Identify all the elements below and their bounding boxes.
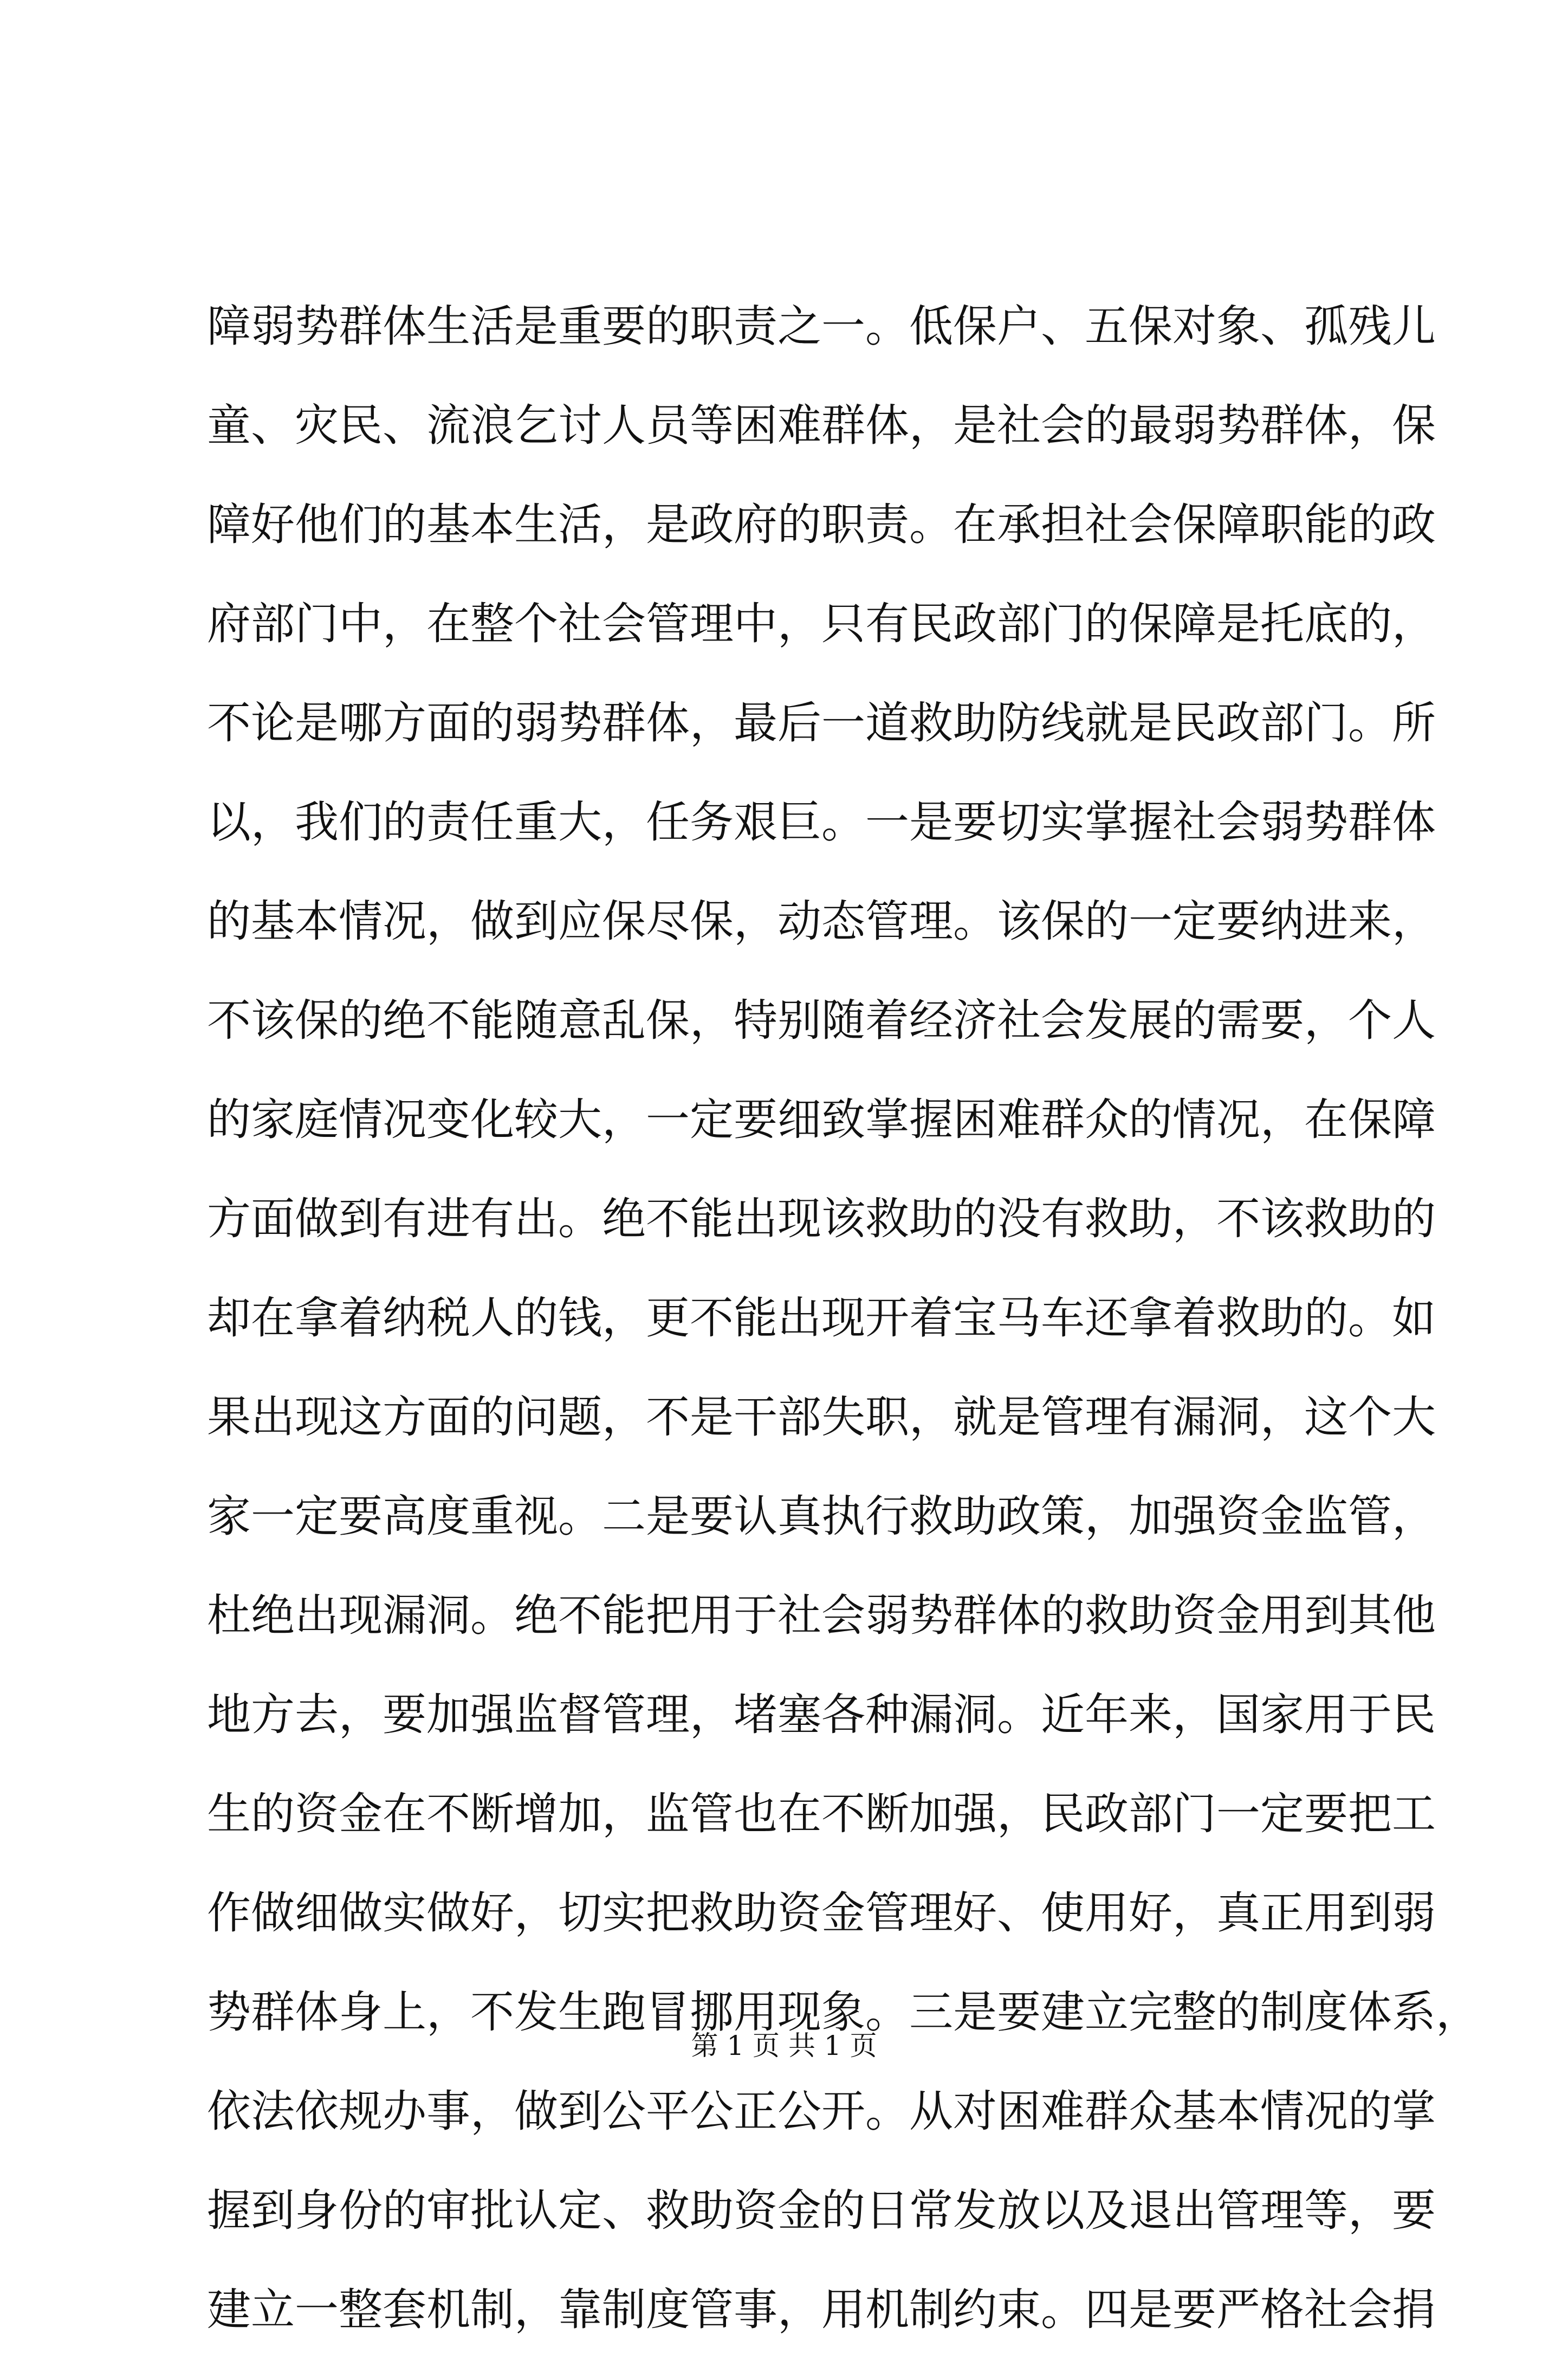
text-line: 的基本情况，做到应保尽保，动态管理。该保的一定要纳进来， xyxy=(207,896,1436,947)
text-line: 却在拿着纳税人的钱，更不能出现开着宝马车还拿着救助的。如 xyxy=(207,1293,1436,1344)
text-line: 以，我们的责任重大，任务艰巨。一是要切实掌握社会弱势群体 xyxy=(207,797,1436,848)
text-line: 建立一整套机制，靠制度管事，用机制约束。四是要严格社会捐 xyxy=(207,2285,1436,2336)
text-line: 童、灾民、流浪乞讨人员等困难群体，是社会的最弱势群体，保 xyxy=(207,400,1436,451)
text-line: 作做细做实做好，切实把救助资金管理好、使用好，真正用到弱 xyxy=(207,1888,1436,1939)
page-footer xyxy=(0,2024,1568,2067)
text-line: 不论是哪方面的弱势群体，最后一道救助防线就是民政部门。所 xyxy=(207,698,1436,749)
text-line: 的家庭情况变化较大，一定要细致掌握困难群众的情况，在保障 xyxy=(207,1095,1436,1146)
text-line: 杜绝出现漏洞。绝不能把用于社会弱势群体的救助资金用到其他 xyxy=(207,1590,1436,1641)
text-line: 不该保的绝不能随意乱保，特别随着经济社会发展的需要，个人 xyxy=(207,995,1436,1046)
text-line: 地方去，要加强监督管理，堵塞各种漏洞。近年来，国家用于民 xyxy=(207,1690,1436,1741)
text-line: 家一定要高度重视。二是要认真执行救助政策，加强资金监管， xyxy=(207,1491,1436,1542)
text-line: 方面做到有进有出。绝不能出现该救助的没有救助，不该救助的 xyxy=(207,1194,1436,1245)
text-line: 障弱势群体生活是重要的职责之一。低保户、五保对象、孤残儿 xyxy=(207,301,1436,352)
text-line: 府部门中，在整个社会管理中，只有民政部门的保障是托底的， xyxy=(207,599,1436,650)
text-line: 生的资金在不断增加，监管也在不断加强，民政部门一定要把工 xyxy=(207,1789,1436,1840)
page-number-label: 第 1 页 共 1 页 xyxy=(691,2030,877,2061)
text-line: 握到身份的审批认定、救助资金的日常发放以及退出管理等，要 xyxy=(207,2186,1436,2236)
text-line: 障好他们的基本生活，是政府的职责。在承担社会保障职能的政 xyxy=(207,500,1436,551)
text-line: 果出现这方面的问题，不是干部失职，就是管理有漏洞，这个大 xyxy=(207,1392,1436,1443)
text-line: 势群体身上，不发生跑冒挪用现象。三是要建立完整的制度体系， xyxy=(207,1987,1480,2038)
text-line: 依法依规办事，做到公平公正公开。从对困难群众基本情况的掌 xyxy=(207,2086,1436,2137)
